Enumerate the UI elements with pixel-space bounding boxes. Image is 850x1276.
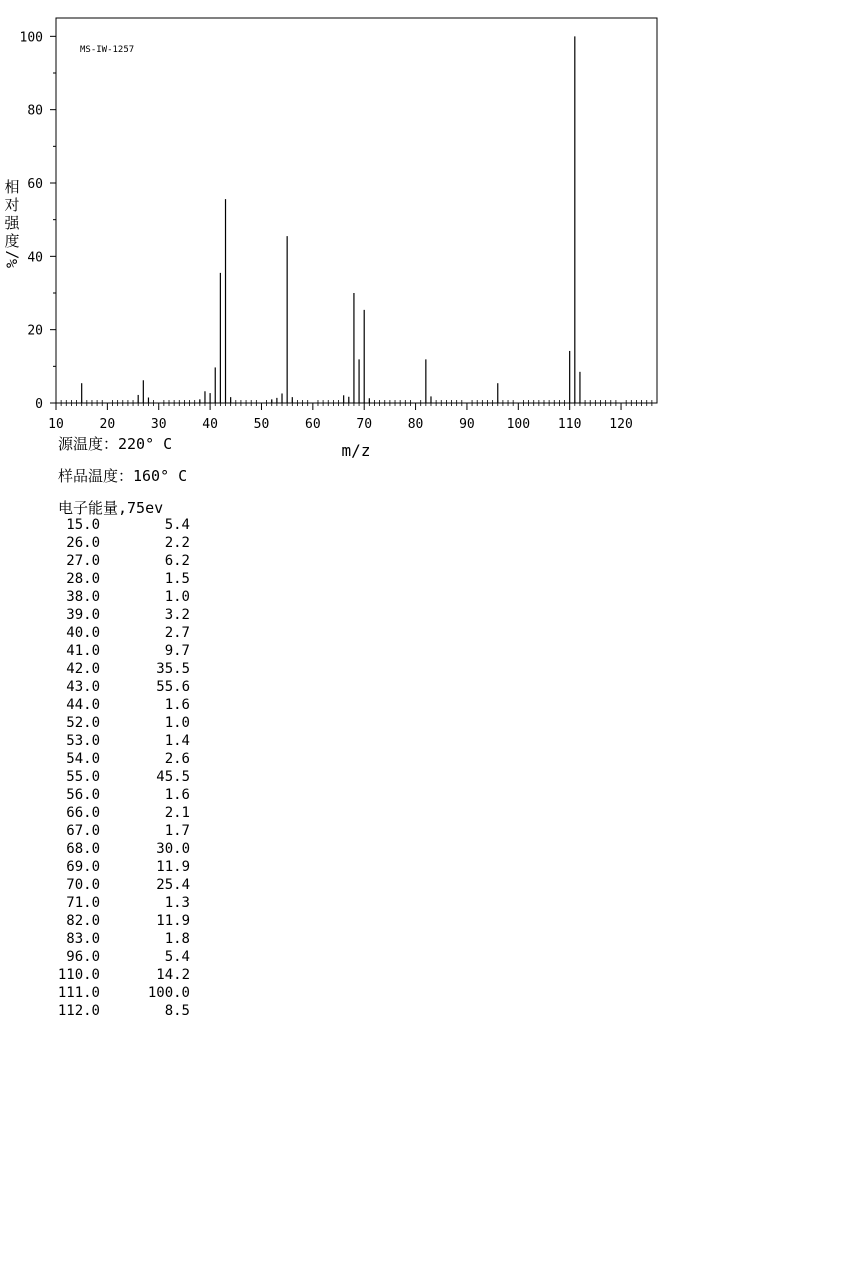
peak-mz: 38.0	[66, 589, 100, 605]
peak-abundance: 6.2	[164, 553, 190, 569]
peak-table-row	[30, 894, 200, 912]
peak-table-row	[30, 948, 200, 966]
peak-mz: 112.0	[57, 1003, 100, 1019]
peak-table-row	[30, 624, 200, 642]
y-tick-label: 100	[19, 30, 43, 46]
peak-mz: 43.0	[66, 679, 100, 695]
peak-mz: 83.0	[66, 931, 100, 947]
peak-abundance: 55.6	[156, 679, 190, 695]
x-tick-label: 50	[253, 417, 270, 432]
peak-table-row	[30, 876, 200, 894]
y-tick-label: 60	[27, 177, 43, 192]
peak-table-row	[30, 858, 200, 876]
peak-mz: 70.0	[66, 877, 100, 893]
y-axis-label	[3, 178, 21, 268]
y-tick-label: 20	[27, 323, 43, 339]
peak-mz: 42.0	[66, 661, 100, 677]
y-axis-label-char: %/	[3, 249, 21, 269]
mass-spectrum-chart	[0, 0, 850, 470]
peak-table-row	[30, 1002, 200, 1020]
peak-mz: 40.0	[66, 625, 100, 641]
peak-abundance: 2.6	[164, 751, 190, 767]
peak-table-row	[30, 570, 200, 588]
peak-table-row	[30, 768, 200, 786]
peak-mz: 44.0	[66, 697, 100, 713]
peak-abundance: 5.4	[164, 949, 190, 965]
peak-abundance: 2.1	[164, 805, 190, 821]
peak-abundance: 2.7	[164, 625, 190, 641]
y-axis	[20, 30, 56, 412]
x-axis	[48, 403, 633, 432]
peak-table-row	[30, 696, 200, 714]
x-tick-label: 120	[609, 417, 633, 432]
peak-abundance: 8.5	[164, 1003, 190, 1019]
peak-mz: 67.0	[66, 823, 100, 839]
peak-table-row	[30, 534, 200, 552]
y-axis-label-char: 度	[4, 232, 20, 250]
peak-mz: 96.0	[66, 949, 100, 965]
y-tick-label: 80	[27, 103, 43, 119]
chart-annotation: MS-IW-1257	[80, 45, 135, 55]
peak-abundance: 35.5	[156, 661, 190, 677]
peak-table-row	[30, 714, 200, 732]
y-axis-label-char: 强	[4, 214, 20, 232]
peak-abundance: 5.4	[164, 517, 190, 533]
peak-mz: 41.0	[66, 643, 100, 659]
plot-frame	[56, 18, 657, 403]
peak-table-row	[30, 984, 200, 1002]
peak-abundance: 9.7	[164, 643, 190, 659]
peak-table-row	[30, 804, 200, 822]
peak-abundance: 1.6	[164, 787, 190, 803]
peak-mz: 111.0	[57, 985, 100, 1001]
peak-table	[30, 516, 200, 1020]
peak-mz: 15.0	[66, 517, 100, 533]
peak-abundance: 30.0	[156, 841, 190, 857]
electron-energy: 电子能量,75ev	[58, 499, 164, 517]
peak-table-row	[30, 642, 200, 660]
peak-table-row	[30, 840, 200, 858]
peak-mz: 52.0	[66, 715, 100, 731]
peak-mz: 69.0	[66, 859, 100, 875]
peak-table-row	[30, 966, 200, 984]
peak-table-row	[30, 822, 200, 840]
x-tick-label: 10	[48, 417, 64, 432]
x-tick-label: 60	[305, 417, 321, 432]
peak-abundance: 45.5	[156, 769, 190, 785]
x-tick-label: 20	[99, 417, 116, 432]
y-axis-label-char: 对	[4, 196, 20, 214]
peak-abundance: 1.5	[164, 571, 190, 587]
peak-abundance: 11.9	[156, 913, 190, 929]
x-tick-label: 100	[506, 417, 531, 432]
peak-table-row	[30, 552, 200, 570]
peak-mz: 110.0	[57, 967, 100, 983]
x-axis-label: m/z	[341, 441, 371, 460]
peak-abundance: 1.8	[164, 931, 190, 947]
peak-abundance: 1.0	[164, 589, 190, 605]
peak-table-row	[30, 606, 200, 624]
x-tick-label: 110	[557, 417, 582, 432]
peak-abundance: 1.0	[164, 715, 190, 731]
peak-table-row	[30, 930, 200, 948]
peak-table-row	[30, 516, 200, 534]
source-temperature: 源温度：220° C	[58, 435, 173, 453]
peak-table-row	[30, 786, 200, 804]
x-tick-label: 40	[202, 417, 218, 432]
x-tick-label: 70	[356, 417, 373, 432]
x-tick-label: 80	[407, 417, 424, 432]
peak-mz: 28.0	[66, 571, 100, 587]
peak-mz: 27.0	[66, 553, 100, 569]
peak-abundance: 1.7	[164, 823, 190, 839]
peak-table-row	[30, 732, 200, 750]
peak-table-row	[30, 678, 200, 696]
peak-abundance: 100.0	[147, 985, 190, 1001]
peak-abundance: 11.9	[156, 859, 190, 875]
peak-abundance: 1.4	[164, 733, 190, 749]
y-tick-label: 40	[27, 250, 43, 266]
peak-mz: 26.0	[66, 535, 100, 551]
peak-mz: 55.0	[66, 769, 100, 785]
peak-abundance: 1.3	[164, 895, 190, 911]
peak-mz: 54.0	[66, 751, 100, 767]
peak-mz: 82.0	[66, 913, 100, 929]
peak-table-row	[30, 912, 200, 930]
peak-abundance: 1.6	[164, 697, 190, 713]
peaks	[82, 36, 580, 403]
sample-temperature: 样品温度：160° C	[58, 467, 188, 485]
y-axis-label-char: 相	[4, 178, 20, 196]
x-tick-label: 30	[150, 417, 167, 432]
peak-mz: 53.0	[66, 733, 100, 749]
peak-table-row	[30, 588, 200, 606]
peak-abundance: 14.2	[156, 967, 190, 983]
peak-abundance: 3.2	[164, 607, 190, 623]
x-tick-label: 90	[459, 417, 475, 432]
peak-mz: 68.0	[66, 841, 100, 857]
peak-abundance: 25.4	[156, 877, 190, 893]
y-tick-label: 0	[35, 397, 43, 412]
peak-abundance: 2.2	[164, 535, 190, 551]
peak-mz: 39.0	[66, 607, 100, 623]
peak-table-row	[30, 750, 200, 768]
peak-mz: 56.0	[66, 787, 100, 803]
peak-mz: 66.0	[66, 805, 100, 821]
peak-table-row	[30, 660, 200, 678]
peak-mz: 71.0	[66, 895, 100, 911]
